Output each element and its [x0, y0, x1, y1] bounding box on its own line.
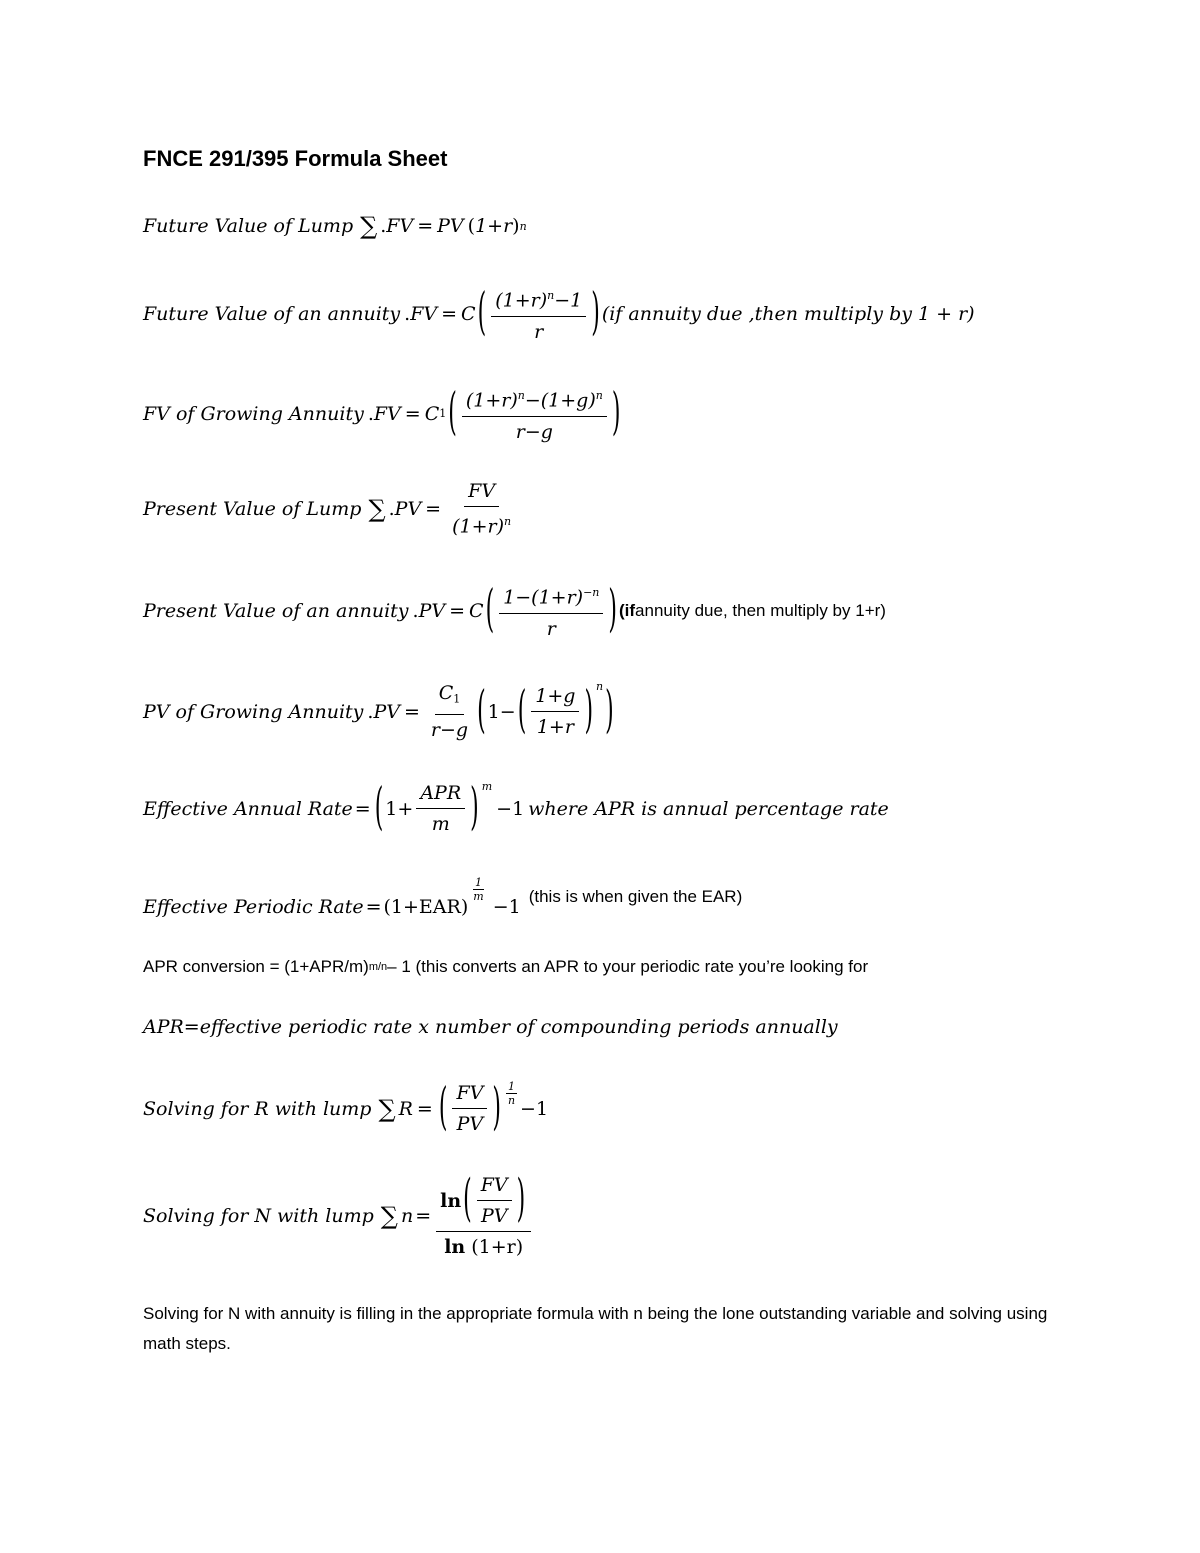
formula-fv-growing-annuity: FV of Growing Annuity . FV = C 1 ( $\frac{(1+r)^n-(1+g)^n}{r-g}$ ) [143, 383, 622, 445]
sum-symbol: ∑ [368, 494, 386, 523]
formula-pv-annuity: Present Value of an annuity . PV = C ( $\frac{1-(1+r)^{-n}}{r}$ ) (if annuity due, then multiply by 1+r) [143, 580, 886, 642]
formula-solve-r: Solving for R with lump ∑ R = ( $\frac{FV}{PV}$ ) $\frac{1}{n}$ −1 [143, 1079, 549, 1138]
formula-label: Effective Periodic Rate [143, 896, 364, 918]
formula-label: Solving for R with lump [143, 1097, 372, 1120]
fraction: $\frac{\text{APR}}{m}$ [416, 780, 465, 837]
formula-label: Solving for N with lump [143, 1205, 374, 1227]
formula-label: PV of Growing Annuity [143, 700, 364, 723]
sum-symbol: ∑ [360, 212, 378, 240]
formula-pv-lump: Present Value of Lump ∑ . PV = $\frac{FV}{(1+r)^n}$ [143, 478, 518, 540]
formula-fv-lump: Future Value of Lump ∑ . FV = PV ( 1+r ) n [143, 212, 527, 240]
formula-label: Present Value of an annuity [143, 599, 409, 622]
formula-effective-periodic-rate: Effective Periodic Rate = (1+EAR) $\frac{1}{m}$ −1 (this is when given the EAR) [143, 876, 743, 918]
fraction: $\frac{FV}{(1+r)^n}$ [452, 480, 512, 538]
formula-effective-annual-rate: Effective Annual Rate = ( 1+ $\frac{\text{APR}}{m}$ ) m −1 where APR is annual percentage rate [143, 779, 889, 838]
closing-note: Solving for N with annuity is filling in the appropriate formula with n being the lone outstanding variable and solving using math steps. [143, 1304, 1048, 1353]
exponent-fraction: $\frac{1}{m}$ [473, 876, 484, 903]
sum-symbol: ∑ [380, 1202, 398, 1230]
formula-fv-annuity: Future Value of an annuity . FV = C ( $\frac{(1+r)^n-1}{r}$ ) (if annuity due ,then multiply by 1 + r) [143, 283, 975, 345]
fraction: $\frac{FV}{PV}$ [477, 1172, 512, 1229]
fraction: $\frac{1+g}{1+r}$ [531, 683, 579, 740]
formula-label: Future Value of an annuity [143, 302, 401, 325]
page-title: FNCE 291/395 Formula Sheet [143, 146, 448, 171]
fraction: ln ( $\frac{FV}{PV}$ ) ln (1+r) [436, 1172, 531, 1260]
formula-label: Effective Annual Rate [143, 797, 353, 820]
formula-label: FV of Growing Annuity [143, 402, 364, 425]
fraction: $\frac{(1+r)^n-1}{r}$ [491, 283, 586, 345]
formula-label: Present Value of Lump [143, 497, 362, 520]
fraction: $\frac{1-(1+r)^{-n}}{r}$ [499, 580, 603, 642]
exponent-fraction: $\frac{1}{n}$ [507, 1080, 516, 1107]
sum-symbol: ∑ [378, 1094, 396, 1123]
formula-pv-growing-annuity: PV of Growing Annuity . PV = $\frac{C_1}{r-g}$ ( 1− ( $\frac{1+g}{1+r}$ ) n ) [143, 680, 614, 742]
fraction: $\frac{C_1}{r-g}$ [430, 682, 469, 742]
fraction: $\frac{FV}{PV}$ [452, 1080, 487, 1137]
formula-solve-n: Solving for N with lump ∑ n = ln ( $\frac{FV}{PV}$ ) ln (1+r) [143, 1172, 534, 1260]
apr-definition: APR=effective periodic rate x number of compounding periods annually [143, 1016, 838, 1038]
apr-conversion: APR conversion = (1+APR/m) m/n – 1 (this converts an APR to your periodic rate you’re looking for [143, 957, 869, 976]
formula-label: Future Value of Lump [143, 215, 354, 237]
fraction: $\frac{(1+r)^n-(1+g)^n}{r-g}$ [462, 383, 607, 445]
